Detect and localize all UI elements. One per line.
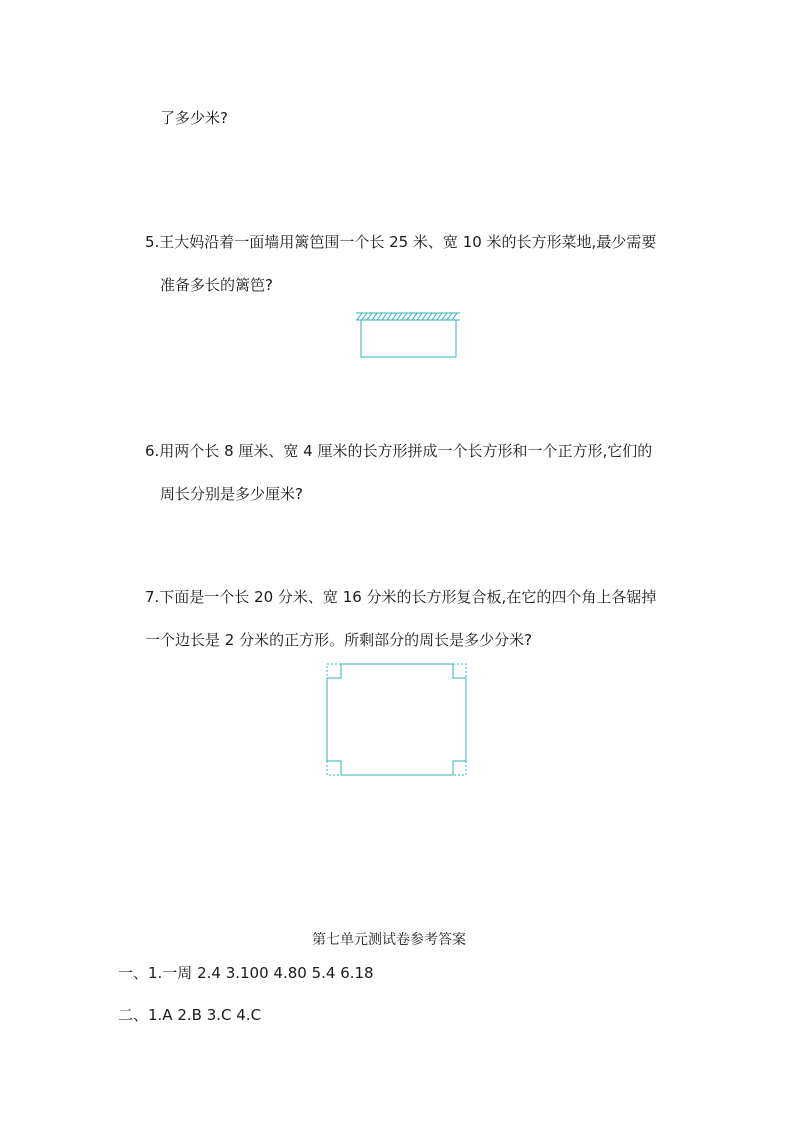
q4-tail: 了多少米? (160, 109, 228, 127)
q7-line2: 一个边长是 2 分米的正方形。所剩部分的周长是多少分米? (145, 631, 533, 649)
cut-corners (327, 664, 466, 775)
answers-row-2: 二、1.A 2.B 3.C 4.C (118, 1006, 262, 1024)
q6-line1: 6.用两个长 8 厘米、宽 4 厘米的长方形拼成一个长方形和一个正方形,它们的 (145, 442, 653, 460)
fence-outline (361, 320, 456, 357)
board-outline (327, 664, 466, 775)
q6-line2: 周长分别是多少厘米? (160, 485, 303, 503)
answers-title: 第七单元测试卷参考答案 (312, 932, 466, 948)
q5-line2: 准备多长的篱笆? (160, 276, 273, 294)
q5-line1: 5.王大妈沿着一面墙用篱笆围一个长 25 米、宽 10 米的长方形菜地,最少需要 (145, 233, 657, 251)
q7-line1: 7.下面是一个长 20 分米、宽 16 分米的长方形复合板,在它的四个角上各锯掉 (145, 588, 657, 606)
answers-row-1: 一、1.一周 2.4 3.100 4.80 5.4 6.18 (118, 964, 374, 982)
wall-hatching (356, 313, 460, 320)
